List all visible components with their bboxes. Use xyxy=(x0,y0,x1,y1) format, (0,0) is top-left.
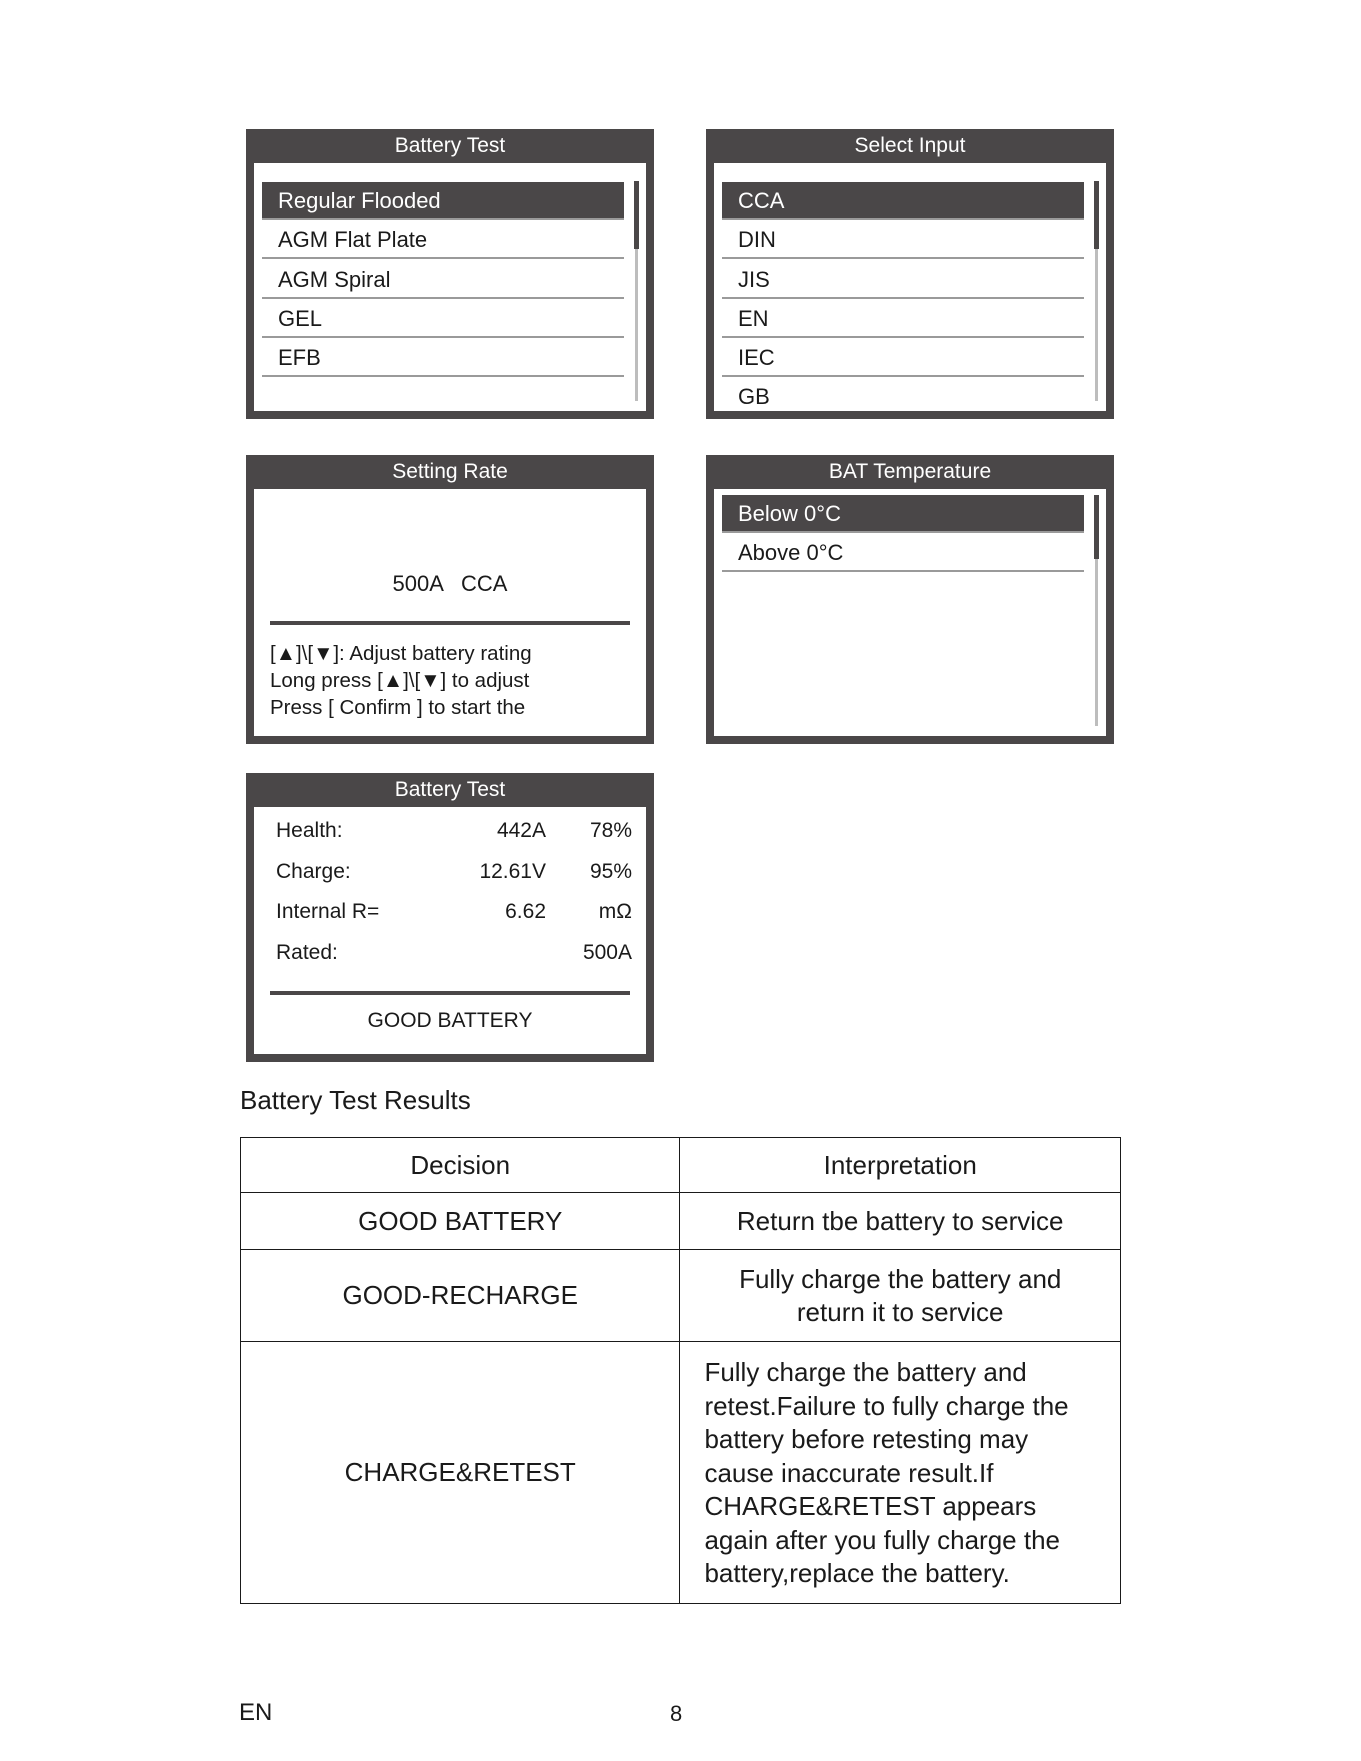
screen-title: Select Input xyxy=(854,134,966,157)
menu-item-gb[interactable]: GB xyxy=(722,378,1084,411)
bat-temperature-screen xyxy=(706,455,1114,744)
result-extra: 78% xyxy=(589,819,632,842)
select-input-screen xyxy=(706,129,1114,419)
bat-temperature-menu xyxy=(714,489,1106,736)
result-value: 6.62 xyxy=(505,900,546,923)
menu-item-agm-spiral[interactable]: AGM Spiral xyxy=(262,261,624,299)
screen-title: Setting Rate xyxy=(392,460,508,483)
result-label: Health: xyxy=(276,819,343,842)
column-header-decision: Decision xyxy=(241,1138,680,1193)
setting-rate-body xyxy=(254,489,646,736)
result-label: Internal R= xyxy=(276,900,380,923)
result-extra: mΩ xyxy=(598,900,632,923)
column-header-interpretation: Interpretation xyxy=(680,1138,1121,1193)
battery-type-screen xyxy=(246,129,654,419)
interpretation-line: battery before retesting may xyxy=(704,1424,1029,1455)
divider xyxy=(270,621,630,625)
language-label: EN xyxy=(239,1699,273,1726)
menu-item-cca[interactable]: CCA xyxy=(722,182,1084,220)
scrollbar-thumb[interactable] xyxy=(1094,495,1099,559)
interpretation-line: cause inaccurate result.If xyxy=(704,1457,994,1488)
interpretation-line: Fully charge the battery and xyxy=(704,1357,1027,1388)
results-table xyxy=(240,1137,1121,1604)
result-row-rated xyxy=(276,933,632,973)
interpretation-line: Return tbe battery to service xyxy=(736,1205,1064,1236)
menu-item-din[interactable]: DIN xyxy=(722,221,1084,259)
help-line-long-press: Long press [▲]\[▼] to adjust xyxy=(270,669,530,692)
result-row-internal-r xyxy=(276,892,632,932)
interpretation-cell xyxy=(680,1193,1121,1250)
table-header-row xyxy=(241,1138,1121,1193)
scrollbar[interactable] xyxy=(1095,495,1098,726)
interpretation-line: retest.Failure to fully charge the xyxy=(704,1390,1069,1421)
battery-status: GOOD BATTERY xyxy=(367,1009,533,1032)
test-result-screen xyxy=(246,773,654,1062)
decision-cell: GOOD BATTERY xyxy=(241,1193,680,1250)
result-row-charge xyxy=(276,852,632,892)
decision-cell: CHARGE&RETEST xyxy=(241,1342,680,1604)
interpretation-cell xyxy=(680,1342,1121,1604)
scrollbar-thumb[interactable] xyxy=(1094,181,1099,249)
decision-cell: GOOD-RECHARGE xyxy=(241,1250,680,1342)
divider xyxy=(270,991,630,995)
menu-item-above-zero[interactable]: Above 0°C xyxy=(722,534,1084,572)
menu-item-efb[interactable]: EFB xyxy=(262,339,624,377)
table-row xyxy=(241,1250,1121,1342)
screen-title: Battery Test xyxy=(394,778,506,801)
screen-title: BAT Temperature xyxy=(828,460,992,483)
scrollbar[interactable] xyxy=(635,181,638,401)
screen-title: Battery Test xyxy=(394,134,506,157)
interpretation-line: CHARGE&RETEST appears xyxy=(704,1491,1037,1522)
result-value: 12.61V xyxy=(479,860,546,883)
help-line-adjust: [▲]\[▼]: Adjust battery rating xyxy=(270,642,532,665)
result-extra: 95% xyxy=(589,860,632,883)
result-value: 442A xyxy=(496,819,546,842)
menu-item-en[interactable]: EN xyxy=(722,300,1084,338)
help-line-confirm: Press [ Confirm ] to start the xyxy=(270,696,526,719)
interpretation-line: Fully charge the battery and xyxy=(739,1263,1062,1294)
scrollbar[interactable] xyxy=(1095,181,1098,401)
page-number: 8 xyxy=(670,1701,683,1726)
result-label: Charge: xyxy=(276,860,351,883)
menu-item-regular-flooded[interactable]: Regular Flooded xyxy=(262,182,624,220)
interpretation-line: again after you fully charge the xyxy=(704,1524,1060,1555)
scrollbar-thumb[interactable] xyxy=(634,181,639,249)
menu-item-jis[interactable]: JIS xyxy=(722,261,1084,299)
result-label: Rated: xyxy=(276,941,338,964)
battery-type-menu xyxy=(254,163,646,411)
menu-item-agm-flat-plate[interactable]: AGM Flat Plate xyxy=(262,221,624,259)
menu-item-gel[interactable]: GEL xyxy=(262,300,624,338)
test-result-body xyxy=(254,807,646,1054)
table-row xyxy=(241,1342,1121,1604)
table-row xyxy=(241,1193,1121,1250)
rating-value: 500A CCA xyxy=(392,571,508,596)
section-heading: Battery Test Results xyxy=(240,1085,471,1115)
interpretation-line: return it to service xyxy=(796,1296,1004,1327)
setting-rate-screen xyxy=(246,455,654,744)
menu-item-iec[interactable]: IEC xyxy=(722,339,1084,377)
result-row-health xyxy=(276,811,632,851)
interpretation-line: battery,replace the battery. xyxy=(704,1558,1010,1589)
menu-item-below-zero[interactable]: Below 0°C xyxy=(722,495,1084,533)
interpretation-cell xyxy=(680,1250,1121,1342)
select-input-menu xyxy=(714,163,1106,411)
result-extra: 500A xyxy=(582,941,632,964)
